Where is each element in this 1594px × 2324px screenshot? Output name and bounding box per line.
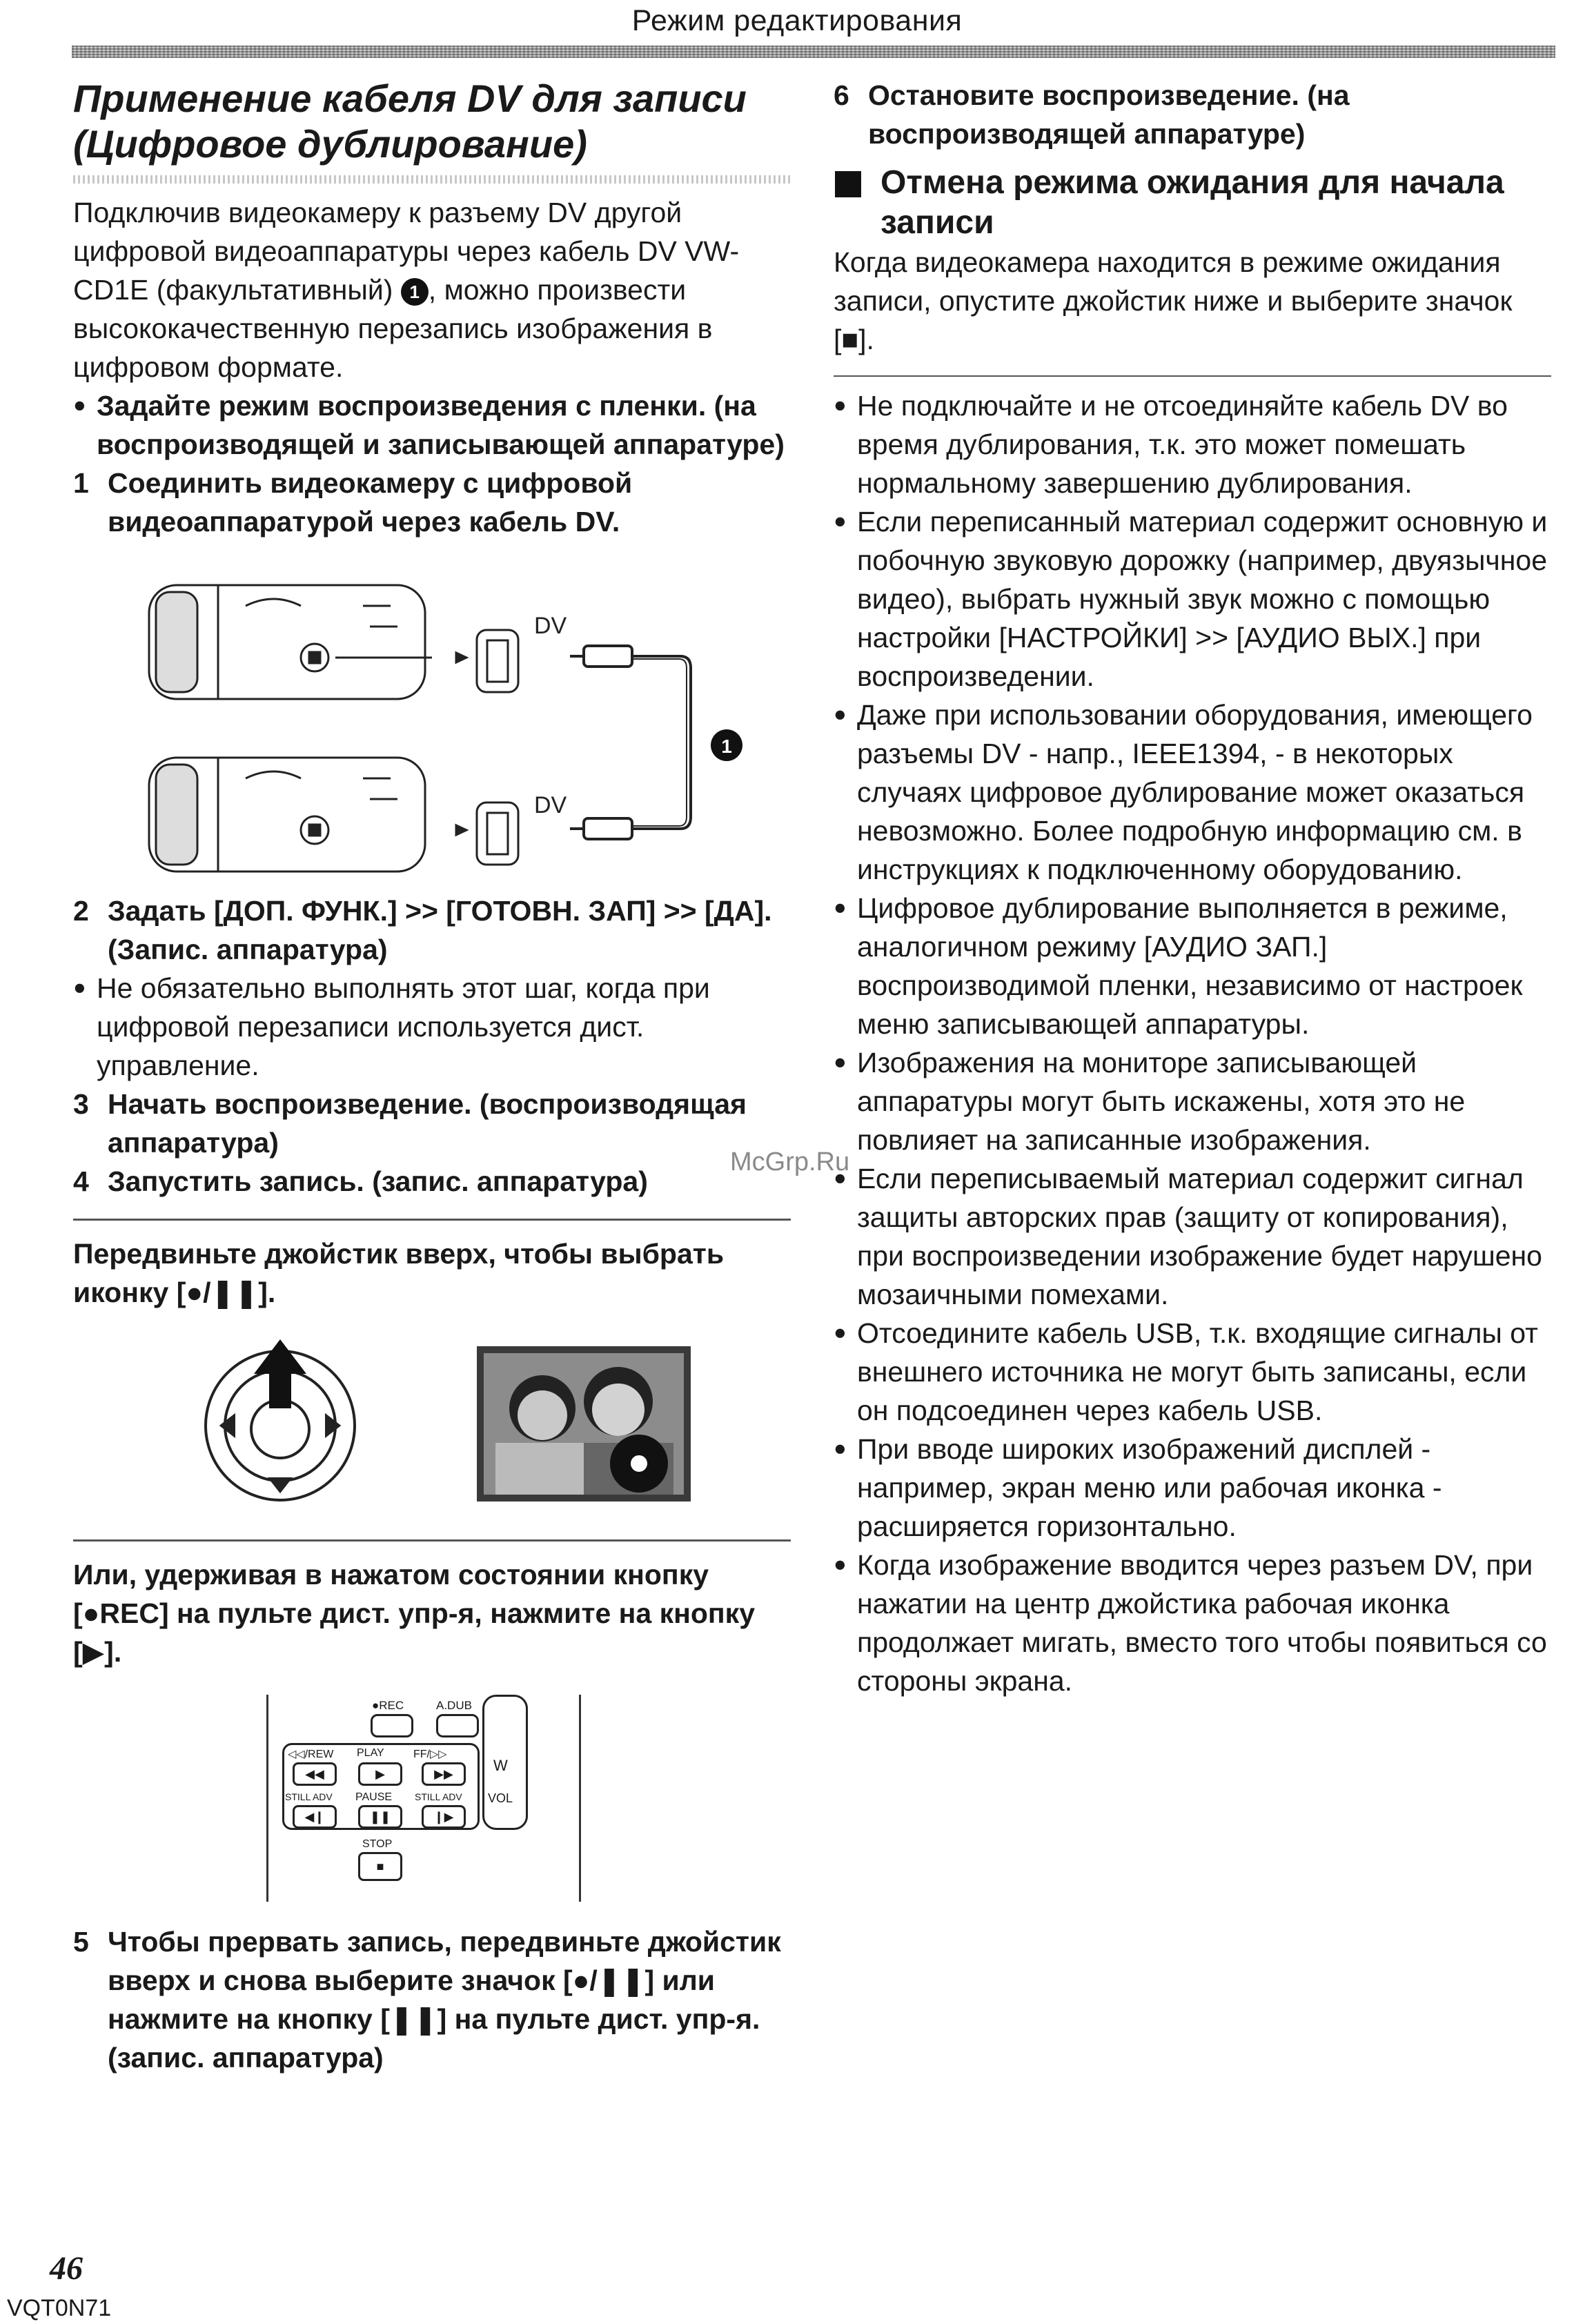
- dv-label-bottom: DV: [534, 792, 567, 818]
- square-bullet-icon: [835, 171, 861, 197]
- right-column: [834, 76, 1551, 1700]
- dv-label-top: DV: [534, 613, 567, 639]
- note-item: ● Изображения на мониторе записывающей аппаратуры могут быть искажены, хотя это не повлияет на записанные изображения.: [834, 1043, 1551, 1159]
- notes-list: [834, 386, 1551, 1700]
- note-item: ● Если переписанный материал содержит основную и побочную звуковую дорожку (например, двуязычное видео), выбрать нужный звук можно с помощью настройки [НАСТРОЙКИ] >> [АУДИО ВЫХ.] при воспроизведении.: [834, 502, 1551, 696]
- note-item: ● Не подключайте и не отсоединяйте кабель DV во время дублирования, т.к. это может помешать нормальному завершению дублирования.: [834, 386, 1551, 502]
- marker-1-icon: 1: [401, 278, 429, 306]
- step-5: [73, 1922, 791, 2077]
- mode-bullet: ● Задайте режим воспроизведения с пленки. (на воспроизводящей и записывающей аппаратуре): [73, 386, 791, 464]
- step-6-text: Остановите воспроизведение. (на воспроизводящей аппаратуре): [868, 79, 1350, 150]
- remote-label-still-left: STILL ADV: [285, 1791, 333, 1802]
- divider: [834, 375, 1551, 377]
- note-item: ● Когда изображение вводится через разъем DV, при нажатии на центр джойстика рабочая иконка продолжает мигать, вместо того чтобы появиться со стороны экрана.: [834, 1546, 1551, 1700]
- camcorder-top-icon: [149, 585, 432, 699]
- camcorder-bottom-icon: [149, 758, 425, 872]
- remote-instruction: Или, удерживая в нажатом состоянии кнопку [●REC] на пульте дист. упр-я, нажмите на кнопку [▶].: [73, 1559, 756, 1668]
- step-2: [73, 892, 791, 969]
- joystick-figure: [73, 1332, 791, 1519]
- step-1-number: 1: [73, 467, 89, 499]
- step-3-number: 3: [73, 1088, 89, 1120]
- joystick-instruction: Передвиньте джойстик вверх, чтобы выбрать иконку [●/❚❚].: [73, 1238, 725, 1308]
- step-1-text: Соединить видеокамеру с цифровой видеоаппаратурой через кабель DV.: [108, 467, 633, 538]
- note-item: ● Отсоедините кабель USB, т.к. входящие сигналы от внешнего источника не могут быть записаны, если он подсоединен через кабель USB.: [834, 1314, 1551, 1430]
- remote-label-stop: STOP: [362, 1838, 393, 1850]
- step-4-text: Запустить запись. (запис. аппаратура): [108, 1165, 648, 1197]
- remote-play-button[interactable]: ▶: [358, 1762, 402, 1786]
- remote-control-figure: [266, 1695, 581, 1902]
- note-item: ● Цифровое дублирование выполняется в режиме, аналогичном режиму [АУДИО ЗАП.] воспроизводимой пленки, независимо от настроек меню записывающей аппаратуры.: [834, 889, 1551, 1043]
- dv-cable-icon: [570, 646, 691, 839]
- divider: [73, 1219, 791, 1221]
- dv-connection-figure: [73, 564, 791, 875]
- intro-text-a: Подключив видеокамеру к разъему DV другой цифровой видеоаппаратуры через кабель DV VW-CD1E (факультативный): [73, 197, 740, 306]
- remote-still-left-button[interactable]: ◀❙: [293, 1805, 337, 1829]
- remote-ff-button[interactable]: ▶▶: [422, 1762, 466, 1786]
- watermark: McGrp.Ru: [730, 1148, 850, 1176]
- document-code: VQT0N71: [7, 2295, 112, 2321]
- step-6: [834, 76, 1551, 153]
- page-header-title: Режим редактирования: [631, 4, 963, 37]
- step-3-text: Начать воспроизведение. (воспроизводящая аппаратура): [108, 1088, 747, 1159]
- note-item: ● При вводе широких изображений дисплей - например, экран меню или рабочая иконка - расширяется горизонтально.: [834, 1430, 1551, 1546]
- remote-label-pause: PAUSE: [355, 1791, 393, 1803]
- remote-rew-button[interactable]: ◀◀: [293, 1762, 337, 1786]
- remote-stop-button[interactable]: ■: [358, 1852, 402, 1881]
- section-title-line-1: Применение кабеля DV для записи: [73, 77, 747, 120]
- section-title: [73, 76, 791, 167]
- step-2-note: ● Не обязательно выполнять этот шаг, когда при цифровой перезаписи используется дист. управление.: [73, 969, 791, 1085]
- remote-rec-button[interactable]: [371, 1714, 413, 1737]
- page-number: 46: [50, 2250, 83, 2287]
- remote-label-rew: ◁◁/REW: [288, 1749, 334, 1760]
- section-title-line-2: (Цифровое дублирование): [73, 122, 587, 166]
- title-underline: [73, 175, 791, 184]
- step-1: [73, 464, 791, 541]
- remote-label-w: W: [493, 1757, 508, 1774]
- cancel-standby-title: Отмена режима ожидания для начала записи: [880, 164, 1504, 241]
- recording-screen-preview: [477, 1346, 691, 1501]
- cancel-standby-text: Когда видеокамера находится в режиме ожидания записи, опустите джойстик ниже и выберите значок [■].: [834, 246, 1513, 355]
- step-4-number: 4: [73, 1165, 89, 1197]
- step-5-text: Чтобы прервать запись, передвиньте джойстик вверх и снова выберите значок [●/❚❚] или нажмите на кнопку [❚❚] на пульте дист. упр-я. (запис. аппаратура): [108, 1926, 781, 2074]
- intro-text-b: , можно произвести высококачественную перезапись изображения в цифровом формате.: [73, 274, 713, 383]
- intro-paragraph: [73, 193, 791, 386]
- cancel-standby-heading: [834, 163, 1551, 243]
- remote-pause-button[interactable]: ❚❚: [358, 1805, 402, 1829]
- joystick-up-arrow-icon: [254, 1339, 306, 1408]
- divider: [73, 1539, 791, 1542]
- remote-label-rec: ●REC: [372, 1699, 404, 1712]
- remote-label-vol: VOL: [488, 1791, 513, 1805]
- dv-port-top-icon: [456, 630, 518, 692]
- remote-label-still-right: STILL ADV: [415, 1791, 462, 1802]
- step-6-number: 6: [834, 79, 849, 111]
- step-2-number: 2: [73, 895, 89, 927]
- left-column: [73, 76, 791, 2077]
- marker-1-figure-label: 1: [721, 736, 732, 757]
- remote-adub-button[interactable]: [436, 1714, 479, 1737]
- note-item: ● Даже при использовании оборудования, имеющего разъемы DV - напр., IEEE1394, - в некоторых случаях цифровое дублирование может оказаться невозможно. Более подробную информацию см. в инструкциях к подключенному оборудованию.: [834, 696, 1551, 889]
- remote-label-ff: FF/▷▷: [413, 1749, 447, 1760]
- dv-port-bottom-icon: [456, 802, 518, 865]
- step-3: [73, 1085, 791, 1162]
- remote-label-adub: A.DUB: [436, 1699, 472, 1712]
- note-item: ● Если переписываемый материал содержит сигнал защиты авторских прав (защиту от копирования), при воспроизведении изображение будет нарушено мозаичными помехами.: [834, 1159, 1551, 1314]
- remote-still-right-button[interactable]: ❙▶: [422, 1805, 466, 1829]
- step-4: [73, 1162, 791, 1201]
- remote-label-play: PLAY: [357, 1747, 384, 1759]
- header-band: [72, 46, 1555, 58]
- step-5-number: 5: [73, 1926, 89, 1958]
- step-2-text: Задать [ДОП. ФУНК.] >> [ГОТОВН. ЗАП] >> [ДА]. (Запис. аппаратура): [108, 895, 772, 965]
